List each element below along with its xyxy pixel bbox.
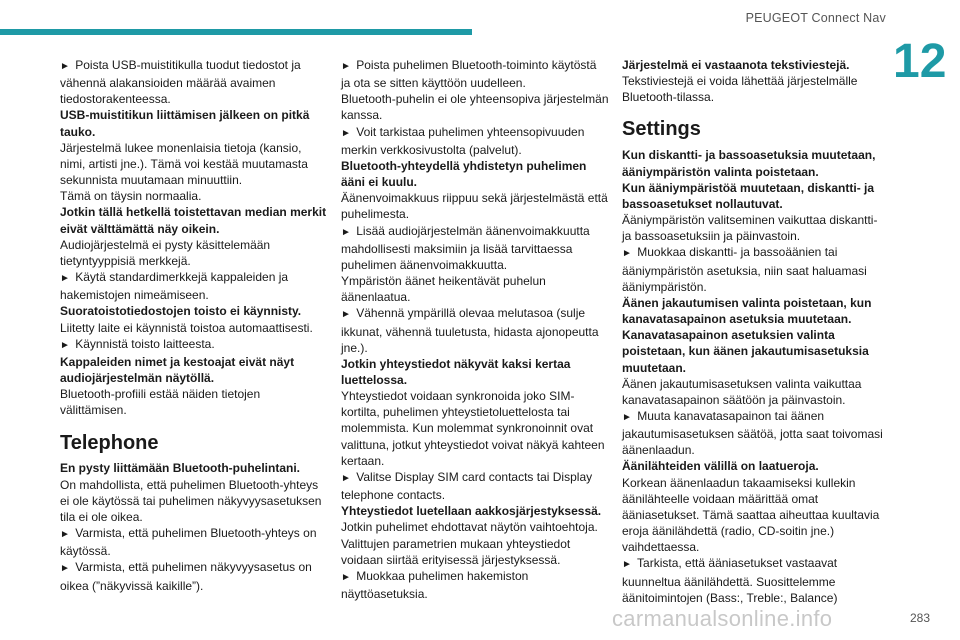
page-number: 283 bbox=[909, 611, 930, 625]
problem-heading: Äänilähteiden välillä on laatueroja. bbox=[622, 459, 819, 474]
problem-heading: Bluetooth-yhteydellä yhdistetyn puhelimen ääni ei kuulu. bbox=[341, 158, 587, 190]
arrow-bullet-icon: ► bbox=[341, 571, 351, 583]
problem-heading: Kun diskantti- ja bassoasetuksia muutetaan, ääniympäristön valinta poistetaan. bbox=[622, 148, 876, 179]
paragraph: ► Varmista, että puhelimen Bluetooth-yhteys on käytössä. bbox=[60, 526, 317, 559]
column-right bbox=[622, 57, 890, 606]
problem-heading: Äänen jakautumisen valinta poistetaan, kun kanavatasapainon asetuksia muutetaan. bbox=[622, 295, 872, 327]
column-middle bbox=[341, 57, 609, 602]
paragraph: ► Lisää audiojärjestelmän äänenvoimakkuutta mahdollisesti maksimiin ja lisää tarvittaessa puhelimen äänenvoimakkuutta. bbox=[341, 223, 590, 272]
chapter-number: 12 bbox=[893, 35, 947, 88]
paragraph: ► Voit tarkistaa puhelimen yhteensopivuuden merkin verkkosivustolta (palvelut). bbox=[341, 124, 585, 157]
section-title-telephone: Telephone bbox=[60, 432, 159, 455]
arrow-bullet-icon: ► bbox=[60, 273, 70, 285]
arrow-bullet-icon: ► bbox=[341, 226, 351, 238]
paragraph: Tämä on täysin normaalia. bbox=[60, 189, 202, 204]
arrow-bullet-icon: ► bbox=[622, 248, 632, 260]
paragraph: ► Poista puhelimen Bluetooth-toiminto käytöstä ja ota se sitten käyttöön uudelleen. bbox=[341, 58, 597, 91]
arrow-bullet-icon: ► bbox=[341, 472, 351, 484]
arrow-bullet-icon: ► bbox=[341, 309, 351, 321]
problem-heading: Kanavatasapainon asetuksien valinta poistetaan, kun äänen jakautumisasetuksia muutetaan. bbox=[622, 328, 869, 375]
paragraph: ► Muokkaa diskantti- ja bassoäänien tai ääniympäristön asetuksia, niin saat haluamasi ääniympäristön. bbox=[622, 245, 867, 294]
problem-heading: Järjestelmä ei vastaanota tekstiviestejä. bbox=[622, 58, 850, 72]
paragraph: ► Poista USB-muistitikulla tuodut tiedostot ja vähennä alakansioiden määrää avaimen tiedostorakenteessa. bbox=[60, 58, 301, 107]
header-title: PEUGEOT Connect Nav bbox=[745, 11, 886, 25]
paragraph: ► Muuta kanavatasapainon tai äänen jakautumisasetuksen säätöä, jotta saat toivomasi äänenlaadun. bbox=[622, 408, 883, 458]
paragraph: ► Käytä standardimerkkejä kappaleiden ja hakemistojen nimeämiseen. bbox=[60, 270, 289, 303]
arrow-bullet-icon: ► bbox=[622, 559, 632, 571]
paragraph: Ääniympäristön valitseminen vaikuttaa diskantti- ja bassoasetuksiin ja päinvastoin. bbox=[622, 213, 878, 244]
paragraph: Jotkin puhelimet ehdottavat näytön vaihtoehtoja. Valittujen parametrien mukaan yhteystiedot voidaan siirtää erityisessä järjestyksessä. bbox=[341, 520, 598, 567]
paragraph: Bluetooth-puhelin ei ole yhteensopiva järjestelmän kanssa. bbox=[341, 92, 609, 123]
arrow-bullet-icon: ► bbox=[341, 61, 351, 72]
problem-heading: USB-muistitikun liittämisen jälkeen on pitkä tauko. bbox=[60, 108, 310, 139]
paragraph: ► Vähennä ympärillä olevaa melutasoa (sulje ikkunat, vähennä tuuletusta, hidasta ajonopeutta jne.). bbox=[341, 306, 599, 355]
section-title-settings: Settings bbox=[622, 118, 701, 141]
arrow-bullet-icon: ► bbox=[622, 411, 632, 423]
paragraph: Audiojärjestelmä ei pysty käsittelemään tietyntyyppisiä merkkejä. bbox=[60, 237, 271, 268]
paragraph: ► Valitse Display SIM card contacts tai Display telephone contacts. bbox=[341, 469, 593, 503]
paragraph: Korkean äänenlaadun takaamiseksi kullekin äänilähteelle voidaan määrittää omat ääniasetukset. Tämä saattaa aiheuttaa kuultavia eroja äänilähdettä (radio, CD-soitin jne.) vaihdettaessa. bbox=[622, 475, 880, 555]
problem-heading: Kun ääniympäristöä muutetaan, diskantti- ja bassoasetukset nollautuvat. bbox=[622, 180, 875, 211]
paragraph: ► Tarkista, että ääniasetukset vastaavat kuunneltua äänilähdettä. Suosittelemme äänitoimintojen (Bass:, Treble:, Balance) bbox=[622, 556, 838, 605]
paragraph: Tekstiviestejä ei voida lähettää järjestelmälle Bluetooth-tilassa. bbox=[622, 74, 858, 105]
header-accent-bar bbox=[0, 29, 472, 35]
paragraph: Ympäristön äänet heikentävät puhelun äänenlaatua. bbox=[341, 274, 546, 305]
paragraph: ► Muokkaa puhelimen hakemiston näyttöasetuksia. bbox=[341, 568, 529, 601]
paragraph: Järjestelmä lukee monenlaisia tietoja (kansio, nimi, artisti jne.). Tämä voi kestää muutamasta sekunnista muutamaan minuuttiin. bbox=[60, 140, 308, 188]
paragraph: Yhteystiedot voidaan synkronoida joko SIM-kortilta, puhelimen yhteystietoluettelosta tai molemmista. Kun molemmat synkronoinnit ovat valittuna, jotkut yhteystiedot voivat näkyä kahteen kertaan. bbox=[341, 389, 605, 468]
problem-heading: Jotkin yhteystiedot näkyvät kaksi kertaa luettelossa. bbox=[341, 356, 571, 387]
paragraph: Äänenvoimakkuus riippuu sekä järjestelmästä että puhelimesta. bbox=[341, 191, 608, 222]
problem-heading: En pysty liittämään Bluetooth-puhelintani. bbox=[60, 461, 301, 476]
problem-heading: Kappaleiden nimet ja kestoajat eivät näyt audiojärjestelmän näytöllä. bbox=[60, 354, 295, 385]
paragraph: Liitetty laite ei käynnistä toistoa automaattisesti. bbox=[60, 320, 313, 335]
arrow-bullet-icon: ► bbox=[60, 529, 70, 541]
problem-heading: Suoratoistotiedostojen toisto ei käynnisty. bbox=[60, 304, 302, 319]
problem-heading: Jotkin tällä hetkellä toistettavan median merkit eivät välttämättä näy oikein. bbox=[60, 205, 327, 236]
paragraph: On mahdollista, että puhelimen Bluetooth-yhteys ei ole käytössä tai puhelimen näkyvyysasetuksen tila ei ole oikea. bbox=[60, 477, 322, 524]
arrow-bullet-icon: ► bbox=[341, 127, 351, 139]
arrow-bullet-icon: ► bbox=[60, 563, 70, 575]
column-left bbox=[60, 57, 328, 594]
paragraph: Bluetooth-profiili estää näiden tietojen välittämisen. bbox=[60, 387, 261, 418]
paragraph: ► Käynnistä toisto laitteesta. bbox=[60, 336, 215, 351]
arrow-bullet-icon: ► bbox=[60, 339, 70, 351]
paragraph: ► Varmista, että puhelimen näkyvyysasetus on oikea (”näkyvissä kaikille”). bbox=[60, 560, 312, 593]
paragraph: Äänen jakautumisasetuksen valinta vaikuttaa kanavatasapainon säätöön ja päinvastoin. bbox=[622, 376, 862, 407]
watermark: carmanualsonline.info bbox=[612, 606, 833, 631]
arrow-bullet-icon: ► bbox=[60, 61, 70, 72]
problem-heading: Yhteystiedot luetellaan aakkosjärjestyksessä. bbox=[341, 504, 602, 519]
